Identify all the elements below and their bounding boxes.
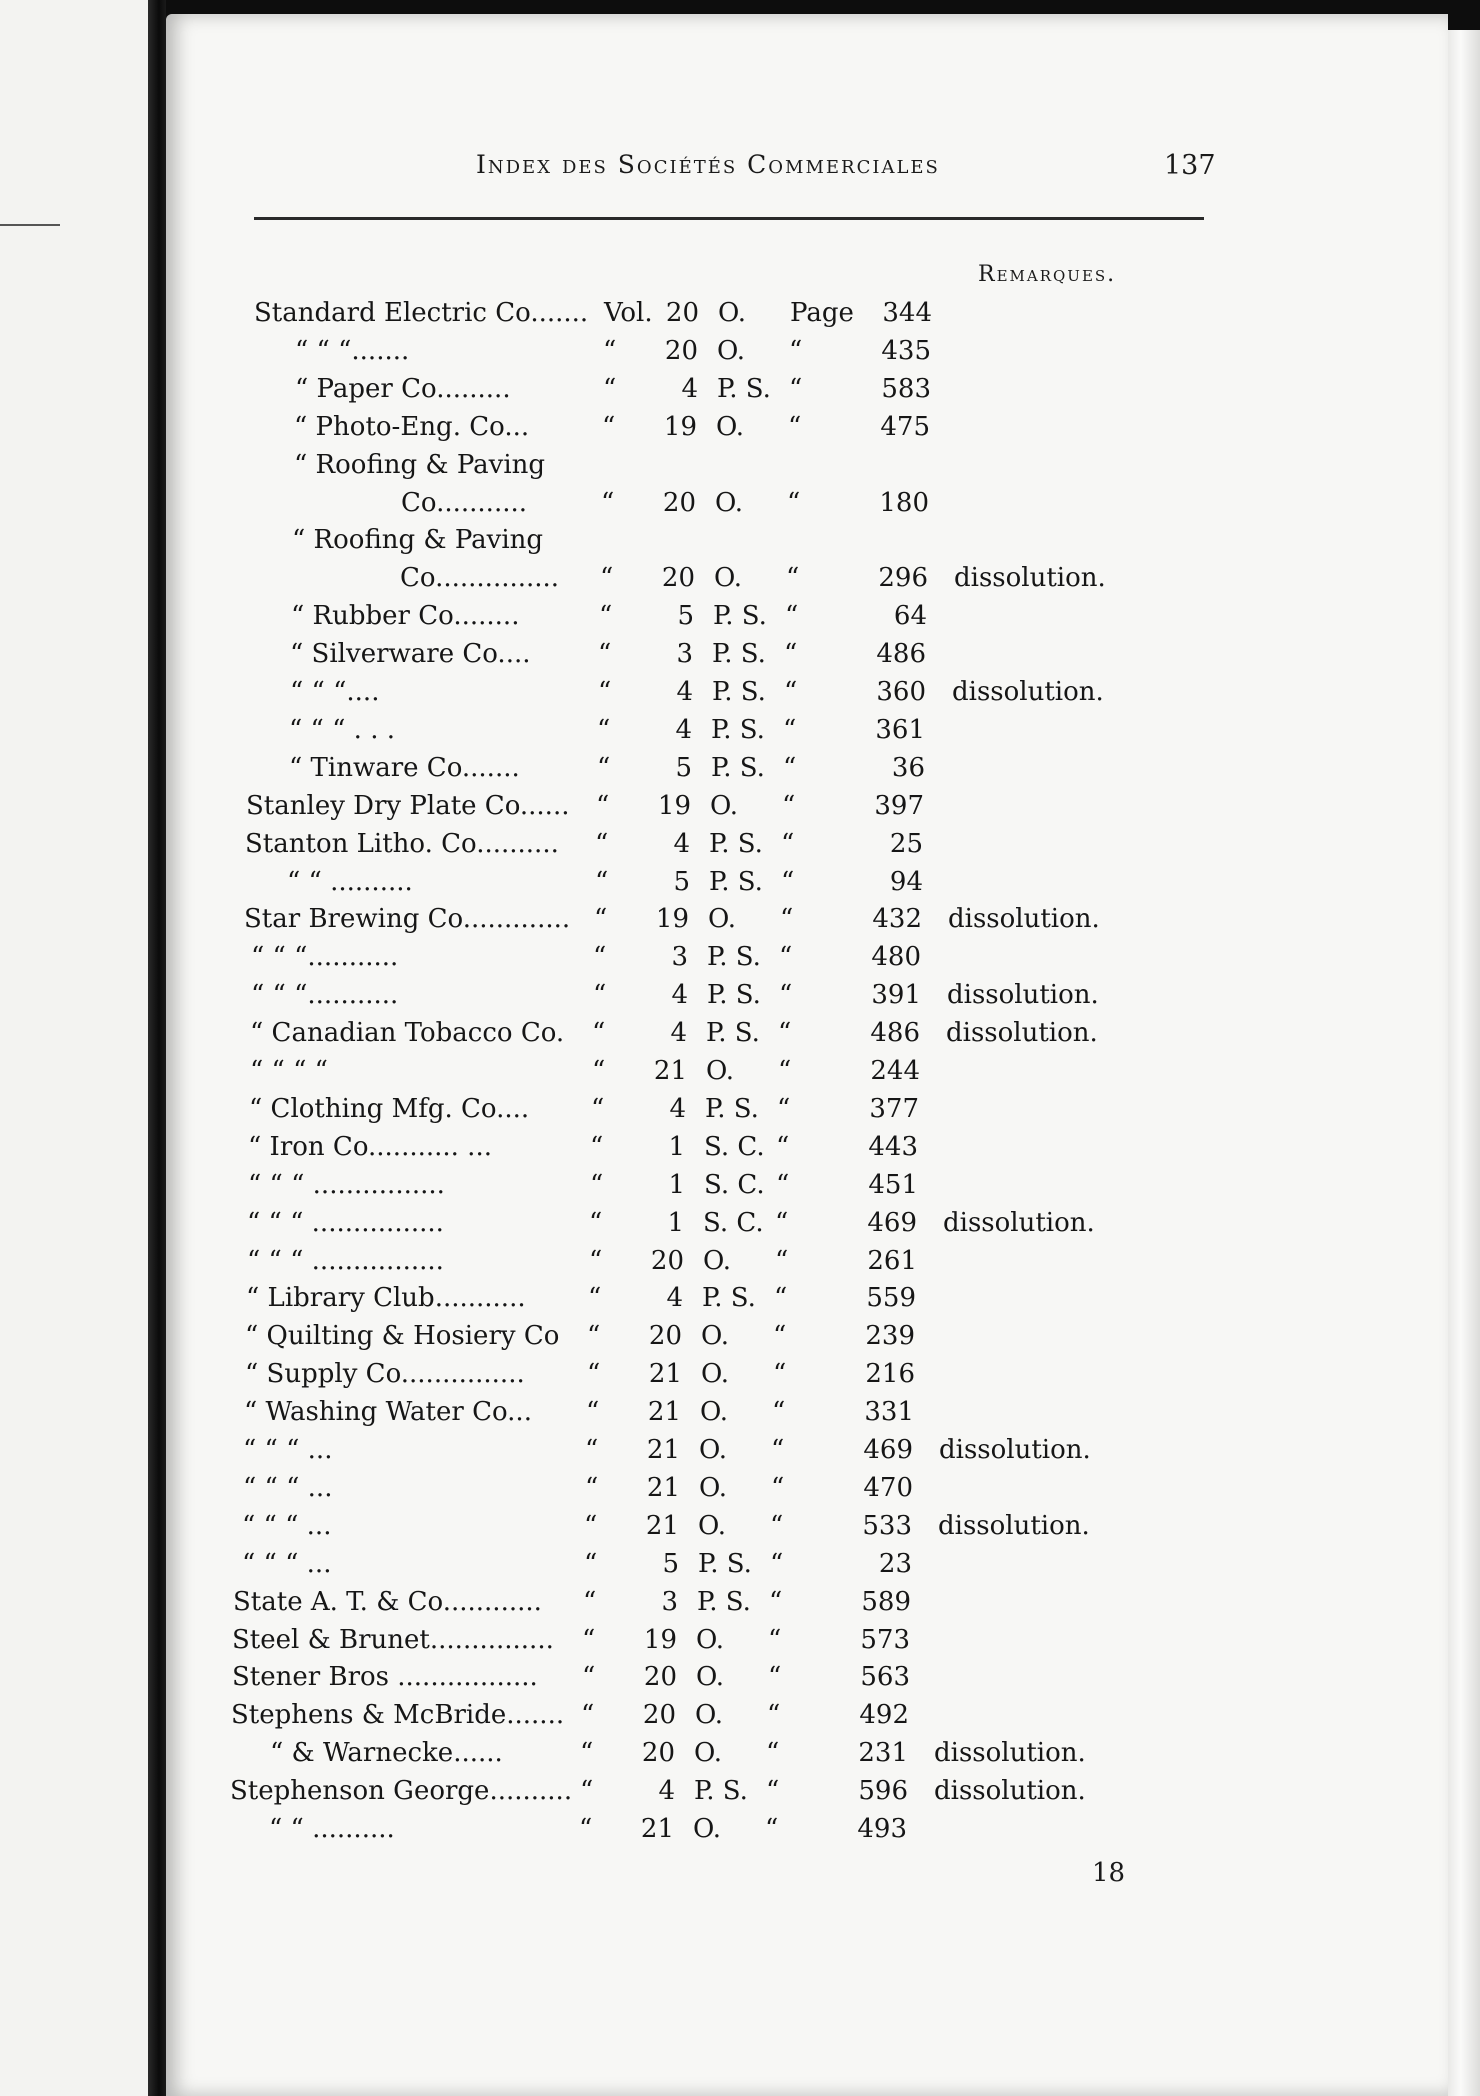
entry-series: O. [710,791,739,821]
entry-page: 563 [860,1662,910,1692]
entry-volume-label: “ [603,374,617,404]
entry-volume: 19 [643,1625,677,1655]
entry-volume: 1 [668,1170,685,1200]
entry-page-label: “ [789,336,803,366]
entry-page-label: “ [780,904,794,934]
entry-page: 397 [874,791,924,821]
entry-volume: 1 [668,1132,685,1162]
entry-page: 331 [864,1397,914,1427]
entry-series: P. S. [709,829,763,859]
entry-volume-label: “ [583,1587,597,1617]
entry-volume: 3 [676,639,693,669]
entry-name: Co........... [401,488,528,518]
entry-page: 470 [863,1473,913,1503]
entry-name: “ “ “ . . . [289,715,395,745]
index-entry-row [0,298,1300,334]
entry-page: 493 [857,1814,907,1844]
entry-name: “ Canadian Tobacco Co. [250,1018,565,1048]
entry-name: “ Tinware Co....... [289,753,520,783]
entry-volume: 20 [642,1700,676,1730]
signature-mark: 18 [1092,1858,1126,1888]
entry-page: 391 [871,980,921,1010]
entry-page-label: “ [784,639,798,669]
entry-page: 469 [863,1435,913,1465]
entry-volume-label: “ [590,1170,604,1200]
entry-volume-label: “ [596,791,610,821]
index-entry-row [0,1625,1300,1661]
entry-volume: 21 [645,1511,679,1541]
entry-remark: dissolution. [954,563,1106,593]
entry-series: O. [716,412,745,442]
index-entry-row [0,677,1300,713]
entry-page: 377 [869,1094,919,1124]
index-entry-row [0,374,1300,410]
entry-volume: 20 [665,298,699,328]
index-entry-row [0,1700,1300,1736]
entry-page-label: “ [782,791,796,821]
entry-name: “ Roofing & Paving [294,450,546,480]
entry-volume: 20 [641,1738,675,1768]
index-entry-row [0,1435,1300,1471]
entry-volume: 19 [663,412,697,442]
entry-page: 486 [870,1018,920,1048]
entry-name: “ “ “ ... [242,1511,332,1541]
index-entry-row [0,1170,1300,1206]
entry-volume-label: Vol. [604,298,653,328]
entry-page: 180 [879,488,929,518]
entry-page: 573 [860,1625,910,1655]
entry-volume: 4 [675,715,692,745]
entry-volume: 5 [673,867,690,897]
entry-volume-label: “ [582,1625,596,1655]
index-entry-row [0,942,1300,978]
entry-page-label: “ [786,563,800,593]
entry-volume-label: “ [590,1132,604,1162]
entry-page: 596 [858,1776,908,1806]
entry-volume-label: “ [586,1397,600,1427]
index-entry-row [0,867,1300,903]
entry-volume-label: “ [584,1549,598,1579]
entry-volume-label: “ [592,1056,606,1086]
index-entry-row [0,336,1300,372]
index-entry-row [0,1814,1300,1850]
entry-volume-label: “ [595,829,609,859]
entry-page: 432 [872,904,922,934]
entry-series: O. [708,904,737,934]
entry-page: 469 [867,1208,917,1238]
entry-volume-label: “ [598,677,612,707]
entry-page: 344 [882,298,932,328]
entry-volume: 4 [681,374,698,404]
entry-series: O. [694,1738,723,1768]
entry-volume: 20 [661,563,695,593]
entry-page: 533 [862,1511,912,1541]
remarks-column-heading: Remarques. [978,262,1117,287]
entry-volume-label: “ [597,753,611,783]
entry-name: “ Rubber Co........ [291,601,520,631]
entry-volume: 20 [664,336,698,366]
entry-page-label: “ [776,1170,790,1200]
entry-series: O. [714,563,743,593]
entry-name: “ Clothing Mfg. Co.... [249,1094,530,1124]
entry-volume-label: “ [587,1321,601,1351]
entry-volume: 5 [675,753,692,783]
entry-series: O. [701,1359,730,1389]
entry-volume: 4 [669,1094,686,1124]
entry-volume-label: “ [591,1094,605,1124]
index-entry-row [0,1662,1300,1698]
entry-page: 475 [880,412,930,442]
entry-series: P. S. [705,1094,759,1124]
entry-volume: 1 [667,1208,684,1238]
entry-series: O. [698,1511,727,1541]
index-entry-row [0,1776,1300,1812]
entry-series: P. S. [706,1018,760,1048]
entry-remark: dissolution. [952,677,1104,707]
entry-page: 492 [859,1700,909,1730]
entry-page-label: “ [768,1625,782,1655]
index-entry-row [0,1473,1300,1509]
entry-series: P. S. [707,942,761,972]
entry-page: 589 [861,1587,911,1617]
entry-series: O. [693,1814,722,1844]
index-entry-row [0,450,1300,486]
entry-volume-label: “ [588,1283,602,1313]
entry-series: P. S. [709,867,763,897]
index-entry-row [0,715,1300,751]
entry-series: S. C. [703,1208,764,1238]
entry-name: “ Iron Co........... ... [248,1132,492,1162]
entry-page: 559 [866,1283,916,1313]
index-entry-row [0,791,1300,827]
entry-volume: 5 [677,601,694,631]
entry-remark: dissolution. [946,1018,1098,1048]
entry-name: Steel & Brunet............... [232,1625,554,1655]
entry-name: Stephenson George.......... [230,1776,573,1806]
entry-remark: dissolution. [939,1435,1091,1465]
index-entry-row [0,1359,1300,1395]
entry-name: “ “ “ ... [243,1473,333,1503]
index-entry-row [0,488,1300,524]
entry-page: 451 [868,1170,918,1200]
entry-volume-label: “ [599,601,613,631]
entry-page-label: “ [777,1094,791,1124]
index-entry-row [0,1397,1300,1433]
entry-volume-label: “ [603,336,617,366]
entry-page-label: “ [783,715,797,745]
entry-name: “ Library Club........... [246,1283,526,1313]
entry-volume-label: “ [584,1511,598,1541]
index-entry-row [0,1321,1300,1357]
entry-remark: dissolution. [938,1511,1090,1541]
entry-page: 261 [867,1246,917,1276]
index-entry-row [0,753,1300,789]
entry-series: P. S. [711,753,765,783]
entry-page: 296 [878,563,928,593]
entry-page-label: “ [771,1435,785,1465]
page-number: 137 [1164,150,1216,181]
index-entry-row [0,980,1300,1016]
entry-series: S. C. [704,1170,765,1200]
entry-page-label: “ [766,1776,780,1806]
entry-volume: 3 [661,1587,678,1617]
entry-volume: 4 [670,1018,687,1048]
entry-volume: 20 [650,1246,684,1276]
entry-page-label: “ [769,1587,783,1617]
entry-page-label: “ [781,867,795,897]
entry-name: Stener Bros ................. [232,1662,538,1692]
entry-name: “ “ “ ... [243,1435,333,1465]
entry-series: O. [696,1662,725,1692]
entry-page-label: “ [781,829,795,859]
entry-name: “ “ .......... [269,1814,395,1844]
index-entry-row [0,829,1300,865]
entry-page-label: “ [779,980,793,1010]
entry-name: “ Roofing & Paving [292,525,544,555]
entry-page: 583 [881,374,931,404]
entry-volume: 21 [648,1359,682,1389]
entry-volume: 4 [673,829,690,859]
entry-page-label: “ [784,677,798,707]
entry-volume: 20 [648,1321,682,1351]
entry-series: P. S. [711,715,765,745]
entry-series: P. S. [694,1776,748,1806]
entry-volume-label: “ [593,980,607,1010]
index-entry-row [0,1208,1300,1244]
entry-name: Stanton Litho. Co.......... [245,829,559,859]
entry-volume: 5 [662,1549,679,1579]
entry-page: 231 [858,1738,908,1768]
entry-remark: dissolution. [943,1208,1095,1238]
entry-page: 360 [876,677,926,707]
entry-page-label: “ [772,1397,786,1427]
entry-volume: 20 [662,488,696,518]
entry-page-label: “ [766,1738,780,1768]
entry-page-label: “ [779,942,793,972]
entry-page-label: “ [774,1283,788,1313]
index-entry-row [0,639,1300,675]
entry-remark: dissolution. [934,1776,1086,1806]
index-entry-row [0,1738,1300,1774]
entry-page-label: “ [773,1359,787,1389]
entry-name: “ Photo-Eng. Co... [294,412,530,442]
entry-page-label: “ [775,1246,789,1276]
entry-volume-label: “ [587,1359,601,1389]
entry-volume: 19 [655,904,689,934]
entry-remark: dissolution. [948,904,1100,934]
entry-page-label: Page [790,298,854,328]
entry-series: O. [696,1625,725,1655]
entry-series: P. S. [713,601,767,631]
entry-page-label: “ [770,1511,784,1541]
entry-name: “ Silverware Co.... [290,639,531,669]
entry-volume: 20 [643,1662,677,1692]
entry-series: P. S. [702,1283,756,1313]
entry-volume-label: “ [595,867,609,897]
index-entry-row [0,525,1300,561]
entry-name: “ Paper Co......... [295,374,511,404]
entry-volume-label: “ [582,1662,596,1692]
entry-volume-label: “ [589,1246,603,1276]
entry-name: State A. T. & Co............ [233,1587,542,1617]
entry-volume-label: “ [601,488,615,518]
entry-volume: 21 [647,1397,681,1427]
entry-volume-label: “ [593,942,607,972]
entry-name: “ “ “ “ [250,1056,328,1086]
entry-name: Stanley Dry Plate Co...... [246,791,570,821]
entry-series: O. [717,336,746,366]
entry-page: 486 [876,639,926,669]
entry-page: 64 [893,601,927,631]
index-entry-row [0,1018,1300,1054]
entry-name: “ “ “....... [295,336,410,366]
entry-name: Standard Electric Co....... [254,298,589,328]
entry-volume-label: “ [579,1814,593,1844]
entry-page-label: “ [787,488,801,518]
entry-series: P. S. [698,1549,752,1579]
index-entry-row [0,1132,1300,1168]
entry-page-label: “ [778,1018,792,1048]
index-entry-row [0,904,1300,940]
entry-page: 244 [870,1056,920,1086]
entry-name: “ Washing Water Co... [244,1397,532,1427]
index-entry-row [0,412,1300,448]
entry-series: O. [703,1246,732,1276]
entry-page-label: “ [765,1814,779,1844]
entry-volume-label: “ [597,715,611,745]
entry-series: P. S. [712,639,766,669]
entry-volume-label: “ [592,1018,606,1048]
entry-page: 239 [865,1321,915,1351]
index-entry-row [0,1283,1300,1319]
entry-series: P. S. [707,980,761,1010]
entry-volume: 21 [646,1435,680,1465]
entry-series: P. S. [717,374,771,404]
entry-volume-label: “ [581,1700,595,1730]
entry-page-label: “ [773,1321,787,1351]
entry-volume-label: “ [594,904,608,934]
index-entry-row [0,1587,1300,1623]
index-entry-row [0,563,1300,599]
entry-name: Star Brewing Co............. [244,904,571,934]
entry-remark: dissolution. [934,1738,1086,1768]
entry-name: “ “ “........... [251,980,399,1010]
entry-page-label: “ [789,374,803,404]
entry-name: “ “ “ ................ [247,1246,444,1276]
entry-volume: 4 [671,980,688,1010]
entry-series: O. [695,1700,724,1730]
entry-name: “ “ “ ................ [248,1170,445,1200]
entry-volume-label: “ [580,1738,594,1768]
index-entry-row [0,1549,1300,1585]
entry-volume: 19 [657,791,691,821]
entry-volume-label: “ [585,1473,599,1503]
entry-page: 25 [889,829,923,859]
entry-page-label: “ [775,1208,789,1238]
entry-series: O. [701,1321,730,1351]
entry-name: “ “ “.... [290,677,380,707]
entry-volume-label: “ [585,1435,599,1465]
entry-name: Stephens & McBride....... [231,1700,565,1730]
running-head: Index des Sociétés Commerciales [476,150,940,179]
entry-volume-label: “ [589,1208,603,1238]
entry-page-label: “ [768,1662,782,1692]
entry-volume-label: “ [598,639,612,669]
entry-page-label: “ [785,601,799,631]
entry-volume: 21 [640,1814,674,1844]
entry-page: 435 [881,336,931,366]
entry-volume-label: “ [580,1776,594,1806]
index-entry-row [0,1511,1300,1547]
index-entry-row [0,601,1300,637]
entry-name: “ “ “ ................ [247,1208,444,1238]
entry-series: O. [699,1435,728,1465]
entry-page-label: “ [783,753,797,783]
entry-series: O. [718,298,747,328]
entry-page-label: “ [778,1056,792,1086]
entry-name: “ “ .......... [287,867,413,897]
entry-page-label: “ [770,1549,784,1579]
entry-name: “ “ “........... [251,942,399,972]
entry-volume-label: “ [602,412,616,442]
entry-page: 443 [868,1132,918,1162]
index-entry-row [0,1056,1300,1092]
index-entry-row [0,1246,1300,1282]
entry-series: P. S. [712,677,766,707]
entry-name: “ Quilting & Hosiery Co [245,1321,560,1351]
entry-volume-label: “ [600,563,614,593]
entry-name: Co............... [400,563,560,593]
entry-series: O. [706,1056,735,1086]
entry-volume: 21 [653,1056,687,1086]
entry-page-label: “ [771,1473,785,1503]
entry-name: “ Supply Co............... [245,1359,525,1389]
entry-page: 216 [865,1359,915,1389]
entry-volume: 21 [646,1473,680,1503]
entry-series: O. [699,1473,728,1503]
entry-name: “ & Warnecke...... [270,1738,503,1768]
entry-volume: 4 [676,677,693,707]
entry-page: 36 [891,753,925,783]
entry-page: 94 [889,867,923,897]
entry-volume: 3 [671,942,688,972]
entry-series: S. C. [704,1132,765,1162]
entry-remark: dissolution. [947,980,1099,1010]
entry-page: 361 [875,715,925,745]
entry-series: P. S. [697,1587,751,1617]
entry-volume: 4 [666,1283,683,1313]
entry-series: O. [700,1397,729,1427]
entry-page: 23 [878,1549,912,1579]
entry-series: O. [715,488,744,518]
entry-volume: 4 [658,1776,675,1806]
entry-page-label: “ [776,1132,790,1162]
entry-name: “ “ “ ... [242,1549,332,1579]
entry-page: 480 [871,942,921,972]
entry-page-label: “ [767,1700,781,1730]
index-entry-row [0,1094,1300,1130]
entry-page-label: “ [788,412,802,442]
